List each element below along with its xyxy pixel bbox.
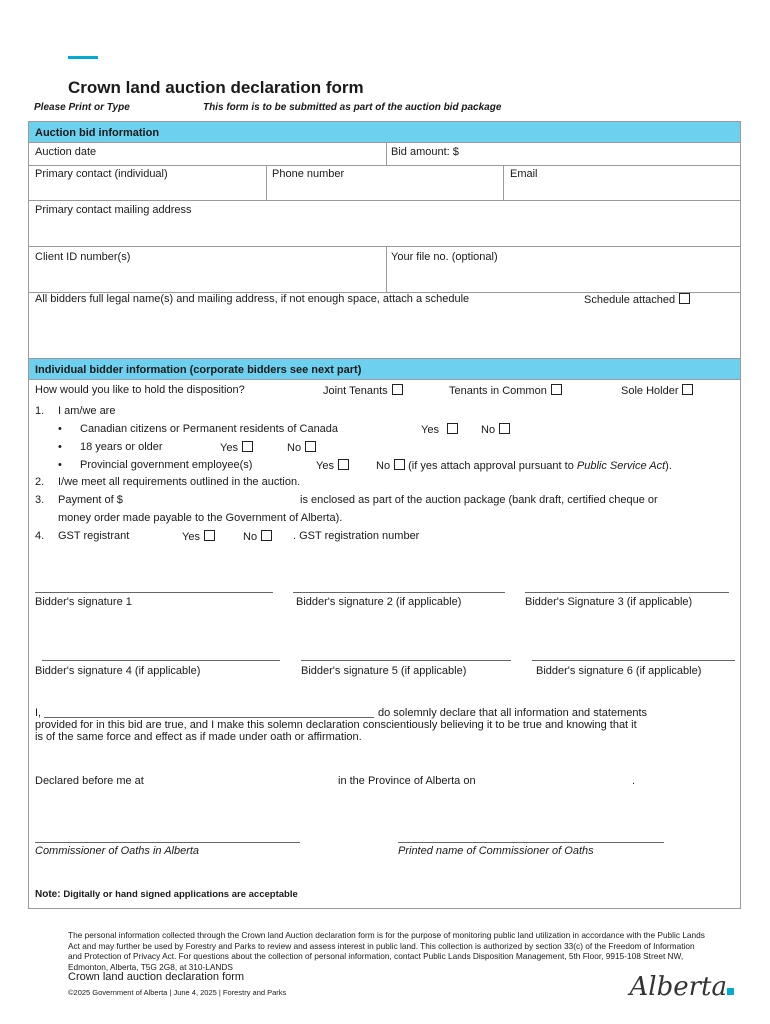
signature-5-label: Bidder's signature 5 (if applicable) xyxy=(301,665,467,677)
signature-line-3[interactable] xyxy=(525,592,729,593)
divider xyxy=(266,165,267,200)
citizens-no[interactable] xyxy=(481,423,510,436)
citizens-label: Canadian citizens or Permanent residents of Canada xyxy=(80,423,339,435)
age-yes-checkbox[interactable] xyxy=(242,441,253,452)
mailing-address-field[interactable]: Primary contact mailing address xyxy=(35,204,192,216)
bullet: • xyxy=(58,441,62,453)
joint-tenants-label: Joint Tenants xyxy=(323,385,388,397)
hold-question: How would you like to hold the disposition? xyxy=(35,384,245,396)
signature-2-label: Bidder's signature 2 (if applicable) xyxy=(296,596,462,608)
payment-label: Payment of $ xyxy=(58,494,123,506)
divider xyxy=(28,165,741,166)
email-field[interactable]: Email xyxy=(510,168,538,180)
declarant-name-line[interactable] xyxy=(44,717,374,718)
divider xyxy=(386,143,387,165)
schedule-attached-checkbox[interactable] xyxy=(679,293,690,304)
schedule-attached-text: Schedule attached xyxy=(584,294,676,306)
citizens-yes-checkbox[interactable] xyxy=(447,423,458,434)
tenants-common-checkbox[interactable] xyxy=(551,384,562,395)
employee-no[interactable] xyxy=(376,459,672,472)
auction-date-field[interactable]: Auction date xyxy=(35,146,97,158)
payment-text-2: money order made payable to the Government of Alberta). xyxy=(58,512,343,524)
tenants-common-option[interactable] xyxy=(449,384,562,397)
commissioner-label: Commissioner of Oaths in Alberta xyxy=(35,845,200,857)
gst-yes-checkbox[interactable] xyxy=(204,530,215,541)
period: . xyxy=(632,775,636,787)
employee-label: Provincial government employee(s) xyxy=(80,459,253,471)
all-bidders-field[interactable]: All bidders full legal name(s) and mailing address, if not enough space, attach a schedule xyxy=(35,293,470,305)
declarant-prefix: I, xyxy=(35,707,42,719)
declaration-text: do solemnly declare that all information and statements xyxy=(378,707,648,719)
print-note: Please Print or Type xyxy=(34,102,130,113)
signature-line-6[interactable] xyxy=(532,660,735,661)
primary-contact-field[interactable]: Primary contact (individual) xyxy=(35,168,168,180)
employee-yes[interactable] xyxy=(316,459,349,472)
item-number: 2. xyxy=(35,476,45,488)
note xyxy=(35,889,298,900)
signature-line-1[interactable] xyxy=(35,592,273,593)
client-id-field[interactable]: Client ID number(s) xyxy=(35,251,131,263)
age-no-checkbox[interactable] xyxy=(305,441,316,452)
sole-holder-label: Sole Holder xyxy=(621,385,679,397)
phone-field[interactable]: Phone number xyxy=(272,168,345,180)
item-number: 3. xyxy=(35,494,45,506)
item-number: 1. xyxy=(35,405,45,417)
declaration-text-3: is of the same force and effect as if made under oath or affirmation. xyxy=(35,731,362,743)
note-label: Note: xyxy=(35,889,61,900)
divider xyxy=(503,165,504,200)
approval-text: (if yes attach approval pursuant to xyxy=(408,460,574,472)
yes-label: Yes xyxy=(220,442,238,454)
privacy-notice: The personal information collected through the Crown land Auction declaration form is for the purpose of monitoring public land utilization in accordance with the Public Lands Act and may further be used by Forestry and Parks to review and assess interest in public land. This collection is authorized by section 33(c) of the Freedom of Information and Protection of Privacy Act. For questions about the collection of personal information, contact Public Lands Disposition Management, 5th Floor, 9915-108 Street NW, Edmonton, Alberta, T5G 2G8, at 310-LANDS xyxy=(68,930,705,972)
signature-line-2[interactable] xyxy=(293,592,505,593)
age-label: 18 years or older xyxy=(80,441,163,453)
gst-label: GST registrant xyxy=(58,530,130,542)
page-title: Crown land auction declaration form xyxy=(68,78,364,97)
public-service-act: Public Service Act xyxy=(576,460,666,472)
no-label: No xyxy=(376,460,391,472)
joint-tenants-option[interactable] xyxy=(323,384,403,397)
approval-end: ). xyxy=(665,460,672,472)
item-number: 4. xyxy=(35,530,45,542)
declaration-text-2: provided for in this bid are true, and I make this solemn declaration conscientiously believing it to be true and knowing that it xyxy=(35,719,637,731)
divider xyxy=(386,246,387,292)
no-label: No xyxy=(243,531,258,543)
no-label: No xyxy=(481,424,496,436)
bullet: • xyxy=(58,459,62,471)
gst-no-checkbox[interactable] xyxy=(261,530,272,541)
bid-amount-field[interactable]: Bid amount: $ xyxy=(391,146,459,158)
signature-line-5[interactable] xyxy=(301,660,511,661)
footer-form-name: Crown land auction declaration form xyxy=(68,971,245,983)
note-text: Digitally or hand signed applications are acceptable xyxy=(63,889,298,900)
sole-holder-option[interactable] xyxy=(621,384,693,397)
yes-label: Yes xyxy=(316,460,334,472)
footer-copyright: ©2025 Government of Alberta | June 4, 2025 | Forestry and Parks xyxy=(68,988,287,997)
yes-label: Yes xyxy=(182,531,200,543)
schedule-attached-label xyxy=(584,293,690,306)
accent-bar xyxy=(68,56,98,59)
citizens-yes[interactable] xyxy=(421,423,458,436)
submit-note: This form is to be submitted as part of the auction bid package xyxy=(203,102,502,113)
no-label: No xyxy=(287,442,302,454)
signature-4-label: Bidder's signature 4 (if applicable) xyxy=(35,665,201,677)
signature-1-label: Bidder's signature 1 xyxy=(35,596,132,608)
alberta-logo xyxy=(630,972,735,1002)
signature-line-4[interactable] xyxy=(42,660,280,661)
signature-6-label: Bidder's signature 6 (if applicable) xyxy=(536,665,702,677)
gst-yes[interactable] xyxy=(182,530,215,543)
bullet: • xyxy=(58,423,62,435)
requirements-label: I/we meet all requirements outlined in the auction. xyxy=(58,476,301,488)
yes-label: Yes xyxy=(421,424,439,436)
gst-no[interactable] xyxy=(243,530,272,543)
declared-before-label: Declared before me at xyxy=(35,775,144,787)
alberta-logo-text: Alberta xyxy=(629,972,727,1002)
divider xyxy=(28,246,741,247)
age-yes[interactable] xyxy=(220,441,253,454)
logo-mark xyxy=(727,988,734,995)
printed-name-label: Printed name of Commissioner of Oaths xyxy=(398,845,594,857)
joint-tenants-checkbox[interactable] xyxy=(392,384,403,395)
section-individual-bidder: Individual bidder information (corporate bidders see next part) xyxy=(28,358,741,380)
file-no-field[interactable]: Your file no. (optional) xyxy=(391,251,498,263)
age-no[interactable] xyxy=(287,441,316,454)
province-label: in the Province of Alberta on xyxy=(338,775,476,787)
divider xyxy=(28,200,741,201)
printed-name-line[interactable] xyxy=(398,842,664,843)
gst-number-field[interactable]: . GST registration number xyxy=(293,530,420,542)
i-am-label: I am/we are xyxy=(58,405,116,417)
commissioner-line[interactable] xyxy=(35,842,300,843)
sole-holder-checkbox[interactable] xyxy=(682,384,693,395)
tenants-common-label: Tenants in Common xyxy=(449,385,547,397)
employee-yes-checkbox[interactable] xyxy=(338,459,349,470)
employee-no-checkbox[interactable] xyxy=(394,459,405,470)
signature-3-label: Bidder's Signature 3 (if applicable) xyxy=(525,596,693,608)
citizens-no-checkbox[interactable] xyxy=(499,423,510,434)
section-auction-bid: Auction bid information xyxy=(28,121,741,143)
payment-text: is enclosed as part of the auction package (bank draft, certified cheque or xyxy=(300,494,658,506)
